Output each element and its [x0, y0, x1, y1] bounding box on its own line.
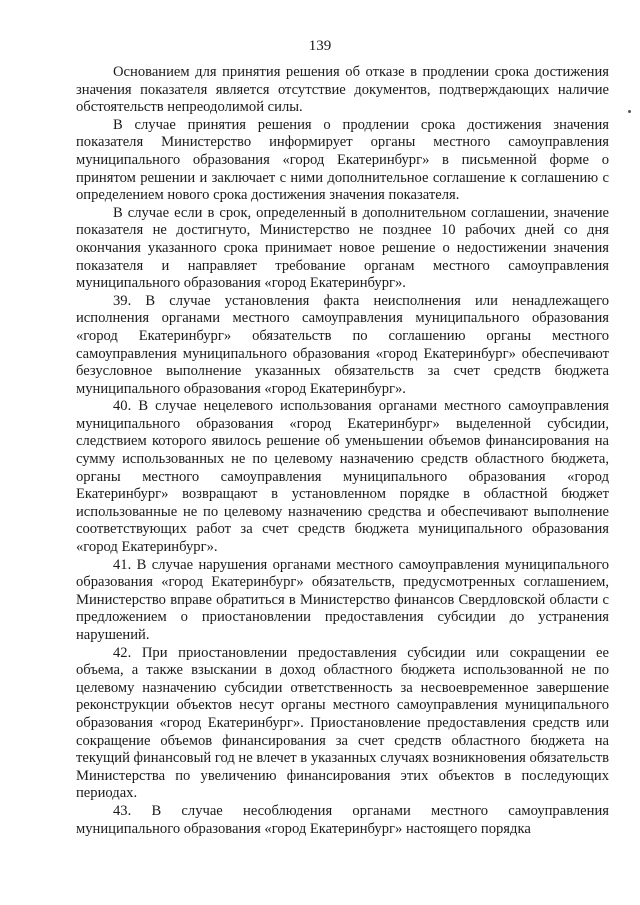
paragraph-extension-decision: В случае принятия решения о продлении срока достижения значения показателя Министерство информирует органы местного самоуправления муниципального образования «город Екатеринбург» в письменной форме о принятом решении и заключает с ними дополнительное соглашение к соглашению с определением нового срока достижения значения показателя.: [76, 116, 609, 204]
paragraph-43: 43. В случае несоблюдения органами местного самоуправления муниципального образования «город Екатеринбург» настоящего порядка: [76, 802, 609, 837]
paragraph-40: 40. В случае нецелевого использования органами местного самоуправления муниципального образования «город Екатеринбург» выделенной субсидии, следствием которого явилось решение об уменьшении объемов финансирования на сумму использованных не по целевому назначению средств областного бюджета, органы местного самоуправления муниципального образования «город Екатеринбург» возвращают в установленном порядке в областной бюджет использованные не по целевому назначению средства и обеспечивают выполнение соответствующих работ за счет средств бюджета муниципального образования «город Екатеринбург».: [76, 398, 609, 556]
page-number: 139: [308, 38, 332, 54]
paragraph-42: 42. При приостановлении предоставления субсидии или сокращении ее объема, а также взыскании в доход областного бюджета использованной не по целевому назначению субсидии ответственность за несвоевременное завершение реконструкции объектов несут органы местного самоуправления муниципального образования «город Екатеринбург». Приостановление предоставления средств или сокращение объемов финансирования за счет средств областного бюджета на текущий финансовый год не влечет в указанных случаях возникновения обязательств Министерства по увеличению финансирования этих объектов в последующих периодах.: [76, 644, 610, 802]
scan-mark: [628, 110, 631, 113]
paragraph-39: 39. В случае установления факта неисполнения или ненадлежащего исполнения органами местного самоуправления муниципального образования «город Екатеринбург» обязательств по соглашению органы местного самоуправления муниципального образования «город Екатеринбург» обеспечивают безусловное выполнение указанных обязательств за счет средств бюджета муниципального образования «город Екатеринбург».: [76, 292, 609, 397]
paragraph-refusal-basis: Основанием для принятия решения об отказе в продлении срока достижения значения показателя является отсутствие документов, подтверждающих наличие обстоятельств непреодолимой силы.: [76, 64, 609, 116]
paragraph-41: 41. В случае нарушения органами местного самоуправления муниципального образования «город Екатеринбург» обязательств, предусмотренных соглашением, Министерство вправе обратиться в Министерство финансов Свердловской области с предложением о приостановлении предоставления субсидии до устранения нарушений.: [76, 556, 609, 643]
paragraph-not-achieved: В случае если в срок, определенный в дополнительном соглашении, значение показателя не достигнуто, Министерство не позднее 10 рабочих дней со дня окончания указанного срока принимает новое решение о недостижении значения показателя и направляет требование органам местного самоуправления муниципального образования «город Екатеринбург».: [76, 204, 609, 292]
document-body: [76, 64, 609, 838]
